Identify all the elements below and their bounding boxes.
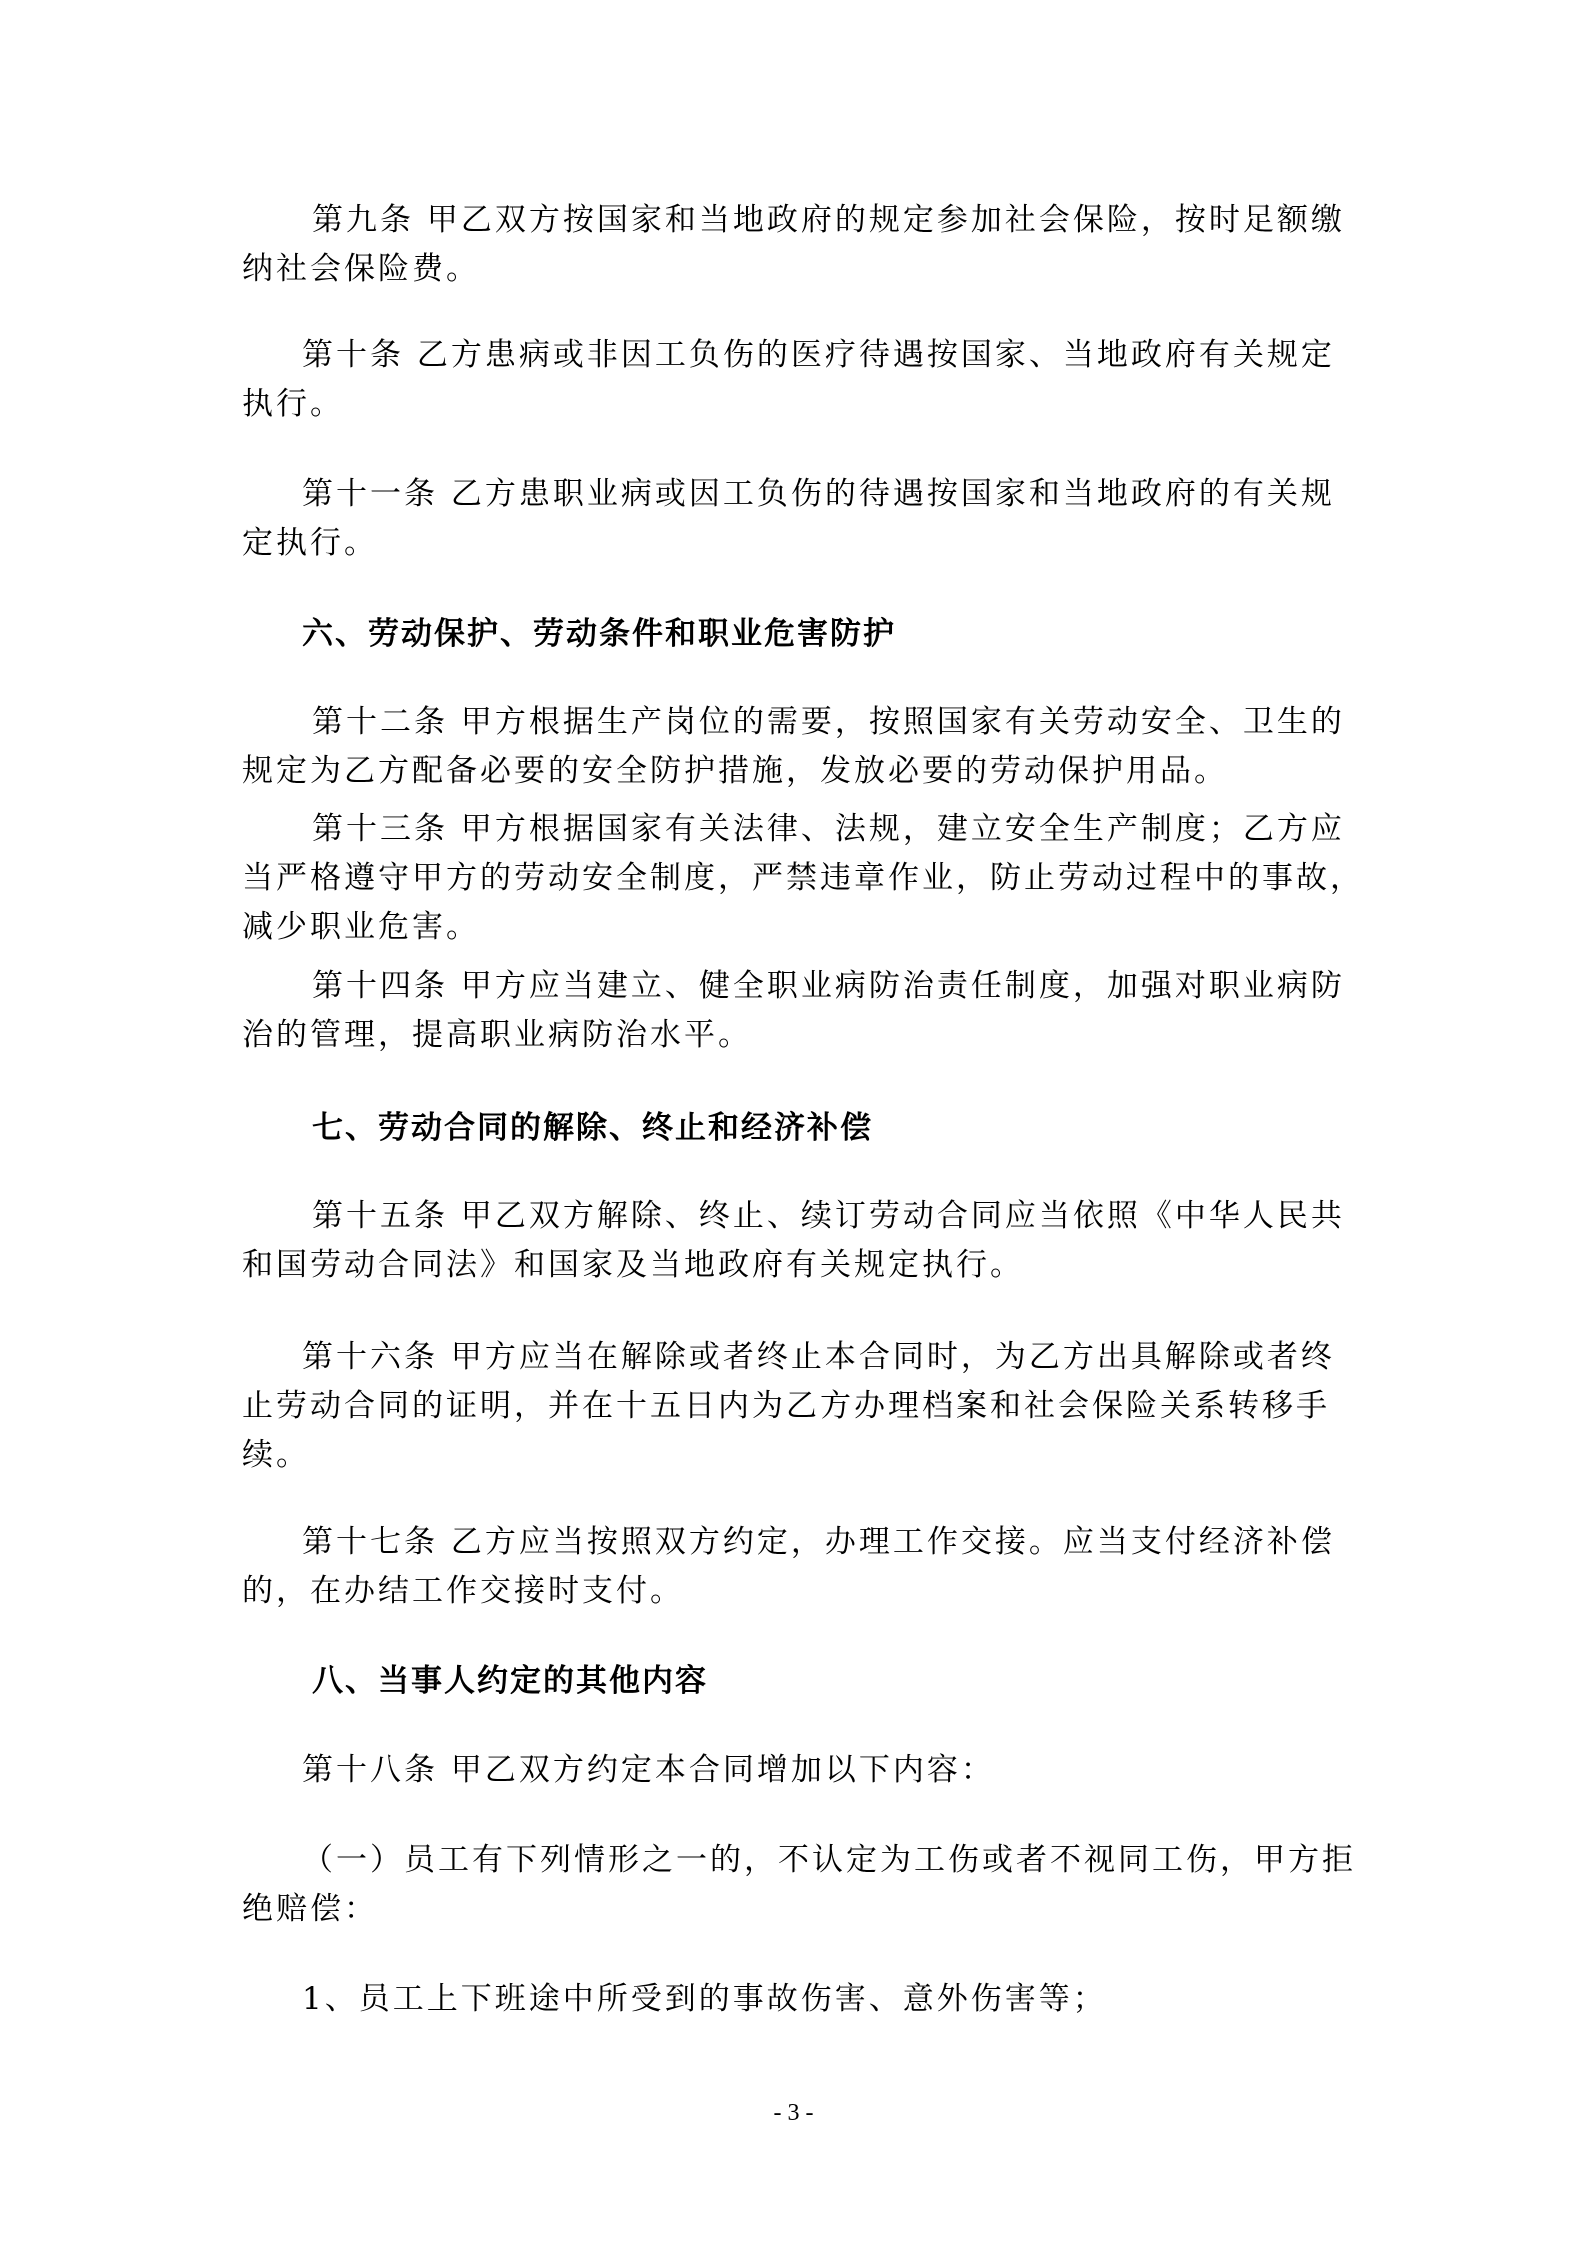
article-14-line-1: 第十四条 甲方应当建立、健全职业病防治责任制度，加强对职业病防 <box>312 968 1345 1004</box>
article-16-line-2: 止劳动合同的证明，并在十五日内为乙方办理档案和社会保险关系转移手 <box>242 1388 1330 1424</box>
article-16-line-1: 第十六条 甲方应当在解除或者终止本合同时，为乙方出具解除或者终 <box>302 1339 1335 1375</box>
article-18-line-1: 第十八条 甲乙双方约定本合同增加以下内容： <box>302 1752 995 1788</box>
article-14-line-2: 治的管理，提高职业病防治水平。 <box>242 1017 752 1053</box>
article-13-line-3: 减少职业危害。 <box>242 909 480 945</box>
article-11-line-2: 定执行。 <box>242 525 378 561</box>
item-1-line-1: （一）员工有下列情形之一的，不认定为工伤或者不视同工伤，甲方拒 <box>302 1842 1356 1878</box>
section-8-heading: 八、当事人约定的其他内容 <box>312 1663 708 1699</box>
article-17-line-2: 的，在办结工作交接时支付。 <box>242 1573 684 1609</box>
item-1-line-2: 绝赔偿： <box>242 1891 378 1927</box>
article-17-line-1: 第十七条 乙方应当按照双方约定，办理工作交接。应当支付经济补偿 <box>302 1524 1335 1560</box>
article-15-line-2: 和国劳动合同法》和国家及当地政府有关规定执行。 <box>242 1247 1024 1283</box>
article-10-line-2: 执行。 <box>242 386 344 422</box>
article-12-line-2: 规定为乙方配备必要的安全防护措施，发放必要的劳动保护用品。 <box>242 753 1228 789</box>
section-6-heading: 六、劳动保护、劳动条件和职业危害防护 <box>302 616 896 652</box>
article-16-line-3: 续。 <box>242 1437 310 1473</box>
article-15-line-1: 第十五条 甲乙双方解除、终止、续订劳动合同应当依照《中华人民共 <box>312 1198 1345 1234</box>
article-9-line-2: 纳社会保险费。 <box>242 251 480 287</box>
section-7-heading: 七、劳动合同的解除、终止和经济补偿 <box>312 1110 873 1146</box>
article-9-line-1: 第九条 甲乙双方按国家和当地政府的规定参加社会保险，按时足额缴 <box>312 202 1345 238</box>
article-13-line-1: 第十三条 甲方根据国家有关法律、法规，建立安全生产制度；乙方应 <box>312 811 1345 847</box>
article-10-line-1: 第十条 乙方患病或非因工负伤的医疗待遇按国家、当地政府有关规定 <box>302 337 1335 373</box>
article-11-line-1: 第十一条 乙方患职业病或因工负伤的待遇按国家和当地政府的有关规 <box>302 476 1335 512</box>
article-13-line-2: 当严格遵守甲方的劳动安全制度，严禁违章作业，防止劳动过程中的事故， <box>242 860 1364 896</box>
page-number: - 3 - <box>773 2100 814 2126</box>
item-1-1-line-1: 1、员工上下班途中所受到的事故伤害、意外伤害等； <box>302 1981 1107 2017</box>
article-12-line-1: 第十二条 甲方根据生产岗位的需要，按照国家有关劳动安全、卫生的 <box>312 704 1345 740</box>
